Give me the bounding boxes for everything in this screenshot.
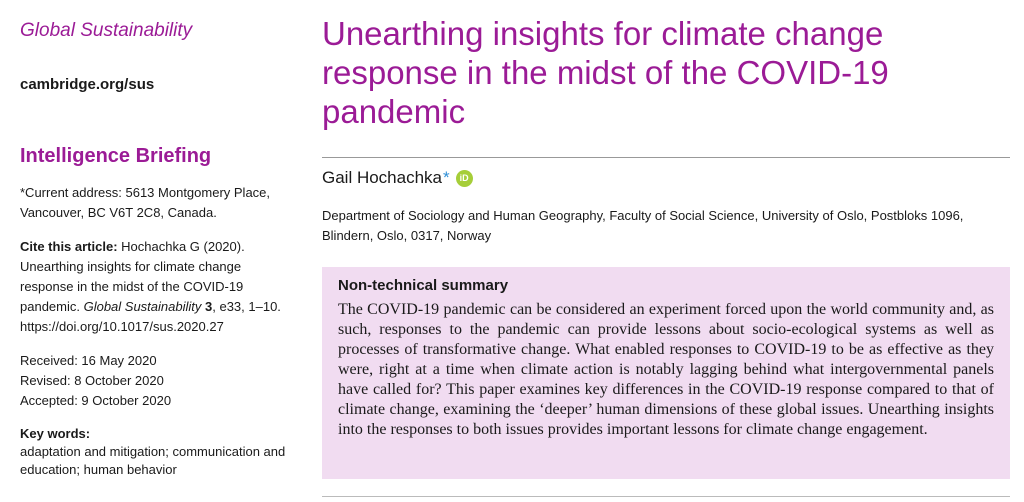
non-technical-summary <box>322 267 1010 479</box>
journal-name: Global Sustainability <box>20 20 193 41</box>
citation <box>20 237 290 337</box>
author-name[interactable]: Gail Hochachka <box>322 168 443 187</box>
citation-text: Hochachka G (2020). Unearthing insights for climate change response in the midst of the COVID-19 pandemic. <box>20 239 245 314</box>
received-date: Received: 16 May 2020 <box>20 353 157 368</box>
author-affiliation: Department of Sociology and Human Geography, Faculty of Social Science, University of Oslo, Postbloks 1096, Blindern, Oslo, 0317, Norway <box>322 208 964 243</box>
sidebar <box>20 18 290 479</box>
summary-heading: Non-technical summary <box>338 277 509 294</box>
address-note: *Current address: 5613 Montgomery Place, Vancouver, BC V6T 2C8, Canada. <box>20 185 271 220</box>
citation-doi[interactable]: , e33, 1–10. https://doi.org/10.1017/sus.2020.27 <box>20 299 281 334</box>
citation-label: Cite this article: <box>20 239 118 254</box>
author-note-mark[interactable]: * <box>443 168 450 187</box>
author-line <box>322 168 1010 188</box>
title-divider <box>322 157 1010 158</box>
revised-date: Revised: 8 October 2020 <box>20 373 164 388</box>
article-header <box>322 14 1010 246</box>
accepted-date: Accepted: 9 October 2020 <box>20 393 172 408</box>
keywords-text: adaptation and mitigation; communication and education; human behavior <box>20 444 286 477</box>
bottom-divider <box>322 496 1010 497</box>
orcid-icon[interactable]: iD <box>456 170 473 187</box>
article-dates <box>20 351 290 411</box>
keywords-label: Key words: <box>20 426 91 441</box>
citation-volume: 3 <box>205 299 213 314</box>
citation-journal: Global Sustainability <box>83 299 202 314</box>
article-title: Unearthing insights for climate change response in the midst of the COVID-19 pandemic <box>322 15 889 130</box>
summary-body: The COVID-19 pandemic can be considered an experiment forced upon the world community and, as such, responses to the pandemic can provide lessons about socio-ecological systems as well as processes of transformative change. What enabled responses to COVID-19 to be as effective as they were, right at a time when climate action is notably lagging behind what intergovernmental panels have called for? This paper examines key differences in the COVID-19 response compared to that of climate change, examining the ‘deeper’ human dimensions of these global issues. Unearthing insights into the responses to both issues provides important lessons for climate change engagement. <box>338 301 994 438</box>
article-section: Intelligence Briefing <box>20 145 212 167</box>
journal-site-link[interactable]: cambridge.org/sus <box>20 76 155 93</box>
